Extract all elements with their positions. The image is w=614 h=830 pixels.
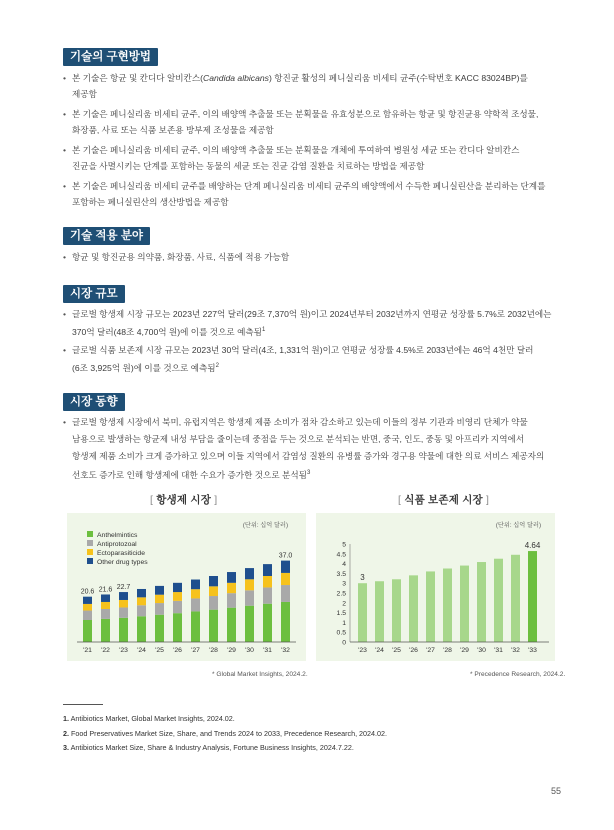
chart1-bar-10-seg-1: [263, 587, 272, 603]
chart1-bar-5-seg-0: [173, 613, 182, 642]
chart2-bar-4: [426, 571, 435, 642]
chart2-bar-5: [443, 569, 452, 643]
chart2-ytick-10: 5: [342, 541, 346, 549]
chart2-data-label-0: 3: [360, 573, 365, 583]
chart1-bar-10-seg-2: [263, 576, 272, 587]
section-title-market-size: 시장 규모: [63, 285, 125, 303]
chart2-bar-0: [358, 583, 367, 642]
chart1-xtick-4: '25: [155, 647, 164, 654]
chart2-ytick-8: 4: [342, 561, 346, 569]
chart1-bar-7-seg-1: [209, 596, 218, 610]
chart2-bar-8: [494, 559, 503, 642]
chart2-svg: [316, 513, 555, 661]
chart1-bar-0-seg-1: [83, 611, 92, 620]
chart1-bar-11-seg-1: [281, 585, 290, 602]
chart1-xtick-5: '26: [173, 647, 182, 654]
chart1-bar-1-seg-1: [101, 609, 110, 619]
chart2-ytick-9: 4.5: [336, 551, 346, 559]
chart1-bar-8-seg-0: [227, 608, 236, 642]
bullet-implementation-2: • 본 기술은 페니실리움 비세티 균주, 이의 배양액 추출물 또는 분획물을 유효성분으로 함유하는 항균 및 항진균용 약학적 조성물, 화장품, 사료 또는 식품 보존용 방부제 조성물을 제공함: [63, 106, 571, 138]
chart2-ytick-1: 0.5: [336, 629, 346, 637]
chart1-xtick-8: '29: [227, 647, 236, 654]
chart2-bar-1: [375, 581, 384, 642]
chart2-xtick-8: '31: [494, 647, 503, 654]
chart1-bar-6-seg-2: [191, 589, 200, 598]
footnote-divider: [63, 704, 103, 705]
chart1-legend-swatch-0: [87, 531, 93, 537]
chart2-xtick-5: '28: [443, 647, 452, 654]
chart1-bar-8-seg-1: [227, 593, 236, 608]
chart1-xtick-2: '23: [119, 647, 128, 654]
chart1-panel: [67, 513, 306, 661]
chart1-unit: (단위: 십억 달러): [242, 522, 288, 529]
chart2-ytick-5: 2.5: [336, 590, 346, 598]
chart2-unit: (단위: 십억 달러): [495, 522, 541, 529]
chart1-xtick-1: '22: [101, 647, 110, 654]
footnote-2: 2. Food Preservatives Market Size, Share, and Trends 2024 to 2033, Precedence Research, 2024.02.: [63, 729, 388, 738]
chart2-xtick-10: '33: [528, 647, 537, 654]
chart2-bar-2: [392, 579, 401, 642]
chart1-legend-label-1: Antiprotozoal: [97, 541, 137, 548]
chart2-bar-6: [460, 566, 469, 642]
chart1-legend-label-0: Anthelmintics: [97, 532, 138, 539]
bullet-application-1: • 항균 및 항진균용 의약품, 화장품, 사료, 식품에 적용 가능함: [63, 249, 571, 265]
chart2-xtick-3: '26: [409, 647, 418, 654]
chart1-bar-9-seg-1: [245, 590, 254, 605]
chart1-bar-0-seg-3: [83, 597, 92, 604]
chart2-title: [ 식품 보존제 시장 ]: [398, 494, 490, 506]
chart1-bar-5-seg-1: [173, 601, 182, 613]
chart2-ytick-6: 3: [342, 580, 346, 588]
chart1-bar-1-seg-2: [101, 602, 110, 609]
chart1-legend-label-2: Ectoparasiticide: [97, 550, 145, 557]
bullet-market-size-1: • 글로벌 항생제 시장 규모는 2023년 227억 달러(29조 7,370억 원)이고 2024년부터 2032년까지 연평균 성장률 5.7%로 2032년에는 370억 달러(48조 4,700억 원)에 이를 것으로 예측됨$^1$: [63, 306, 571, 340]
bullet-implementation-1: • 본 기술은 항균 및 칸디다 알비칸스(Candida albicans) 항진균 활성의 페니실리움 비세티 균주(수탁번호 KACC 83024BP)를 제공함: [63, 70, 571, 102]
footnote-1: 1. Antibiotics Market, Global Market Insights, 2024.02.: [63, 714, 235, 723]
chart1-data-label-0: 20.6: [80, 588, 95, 596]
chart2-ytick-7: 3.5: [336, 570, 346, 578]
chart1-bar-9-seg-3: [245, 568, 254, 579]
section-title-application: 기술 적용 분야: [63, 227, 150, 245]
chart1-bar-4-seg-1: [155, 603, 164, 615]
section-title-implementation: 기술의 구현방법: [63, 48, 158, 66]
chart1-legend-swatch-2: [87, 549, 93, 555]
page-number: 55: [551, 786, 562, 796]
chart1-bar-7-seg-3: [209, 576, 218, 586]
chart2-source: * Precedence Research, 2024.2.: [470, 671, 566, 678]
chart1-bar-11-seg-3: [281, 561, 290, 573]
chart1-xtick-10: '31: [263, 647, 272, 654]
chart1-bar-5-seg-3: [173, 583, 182, 592]
chart1-bar-3-seg-1: [137, 605, 146, 616]
chart1-svg: [67, 513, 306, 661]
bullet-market-size-2: • 글로벌 식품 보존제 시장 규모는 2023년 30억 달러(4조, 1,331억 원)이고 연평균 성장률 4.5%로 2033년에는 46억 4천만 달러 (6조 3,925억 원)에 이를 것으로 예측됨$^2$: [63, 342, 571, 376]
chart2-ytick-3: 1.5: [336, 610, 346, 618]
chart1-bar-5-seg-2: [173, 592, 182, 601]
chart1-bar-4-seg-3: [155, 586, 164, 595]
chart1-data-label-11: 37.0: [278, 552, 293, 560]
chart1-bar-4-seg-0: [155, 615, 164, 642]
chart1-bar-7-seg-0: [209, 610, 218, 642]
chart1-bar-0-seg-2: [83, 604, 92, 611]
chart2-xtick-9: '32: [511, 647, 520, 654]
chart1-bar-2-seg-0: [119, 618, 128, 642]
chart1-bar-11-seg-0: [281, 602, 290, 642]
chart1-bar-8-seg-2: [227, 583, 236, 593]
chart2-xtick-0: '23: [358, 647, 367, 654]
chart2-xtick-1: '24: [375, 647, 384, 654]
chart1-title: [ 항생제 시장 ]: [150, 494, 218, 506]
chart2-panel: [316, 513, 555, 661]
chart1-bar-11-seg-2: [281, 573, 290, 585]
bullet-implementation-4: • 본 기술은 페니실리움 비세티 균주를 배양하는 단계 페니실리움 비세티 균주의 배양액에서 수득한 페니실린산을 분리하는 단계를 포함하는 페니실린산의 생산방법을 제공함: [63, 178, 571, 210]
chart2-xtick-7: '30: [477, 647, 486, 654]
chart2-ytick-2: 1: [342, 619, 346, 627]
chart1-bar-2-seg-3: [119, 592, 128, 600]
chart1-bar-3-seg-0: [137, 616, 146, 642]
chart1-data-label-1: 21.6: [98, 586, 113, 594]
chart1-bar-6-seg-0: [191, 611, 200, 642]
chart1-bar-9-seg-2: [245, 579, 254, 590]
section-title-market-trend: 시장 동향: [63, 393, 125, 411]
chart1-legend-swatch-1: [87, 540, 93, 546]
chart2-data-label-10: 4.64: [524, 541, 541, 551]
chart2-bar-3: [409, 575, 418, 642]
chart2-ytick-4: 2: [342, 600, 346, 608]
chart2-bar-9: [511, 555, 520, 642]
bullet-implementation-3: • 본 기술은 페니실리움 비세티 균주, 이의 배양액 추출물 또는 분획물을 개체에 투여하여 병원성 세균 또는 칸디다 알비칸스 진균을 사멸시키는 단계를 포함하는 동물의 세균 또는 진균 감염 질환을 치료하는 방법을 제공함: [63, 142, 571, 174]
chart1-bar-2-seg-2: [119, 600, 128, 607]
chart1-xtick-0: '21: [83, 647, 92, 654]
chart1-bar-1-seg-3: [101, 594, 110, 601]
chart1-data-label-2: 22.7: [116, 584, 131, 592]
footnote-3: 3. Antibiotics Market Size, Share & Industry Analysis, Fortune Business Insights, 2024.7.22.: [63, 743, 354, 752]
chart1-bar-3-seg-2: [137, 597, 146, 605]
bullet-market-trend-1: • 글로벌 항생제 시장에서 북미, 유럽지역은 항생제 제품 소비가 점차 감소하고 있는데 이들의 정부 기관과 비영리 단체가 약물 남용으로 발생하는 항균제 내성 부담을 줄이는데 중점을 두는 것으로 분석되는 반면, 중국, 인도, 중동 및 아프리카 지역에서 항생제 제품 소비가 크게 증가하고 있으며 이들 지역에서 감염성 질환의 유병률 증가와 경구용 약물에 대한 의료 서비스 제공자의 선호도 증가로 인해 항생제에 대한 수요가 증가한 것으로 분석됨$^3$: [63, 414, 571, 484]
chart1-bar-4-seg-2: [155, 595, 164, 603]
chart2-bar-10: [528, 551, 537, 642]
chart2-bar-7: [477, 562, 486, 642]
chart1-bar-8-seg-3: [227, 572, 236, 583]
chart1-bar-1-seg-0: [101, 619, 110, 642]
chart2-xtick-6: '29: [460, 647, 469, 654]
chart1-bar-10-seg-0: [263, 604, 272, 642]
chart1-xtick-7: '28: [209, 647, 218, 654]
chart1-xtick-9: '30: [245, 647, 254, 654]
chart1-bar-2-seg-1: [119, 607, 128, 617]
chart1-xtick-6: '27: [191, 647, 200, 654]
chart2-ytick-0: 0: [342, 639, 346, 647]
chart1-bar-6-seg-3: [191, 580, 200, 590]
chart1-bar-3-seg-3: [137, 589, 146, 597]
chart2-xtick-2: '25: [392, 647, 401, 654]
chart1-bar-7-seg-2: [209, 586, 218, 596]
chart1-legend-label-3: Other drug types: [97, 559, 148, 566]
chart1-bar-0-seg-0: [83, 620, 92, 642]
chart1-xtick-11: '32: [281, 647, 290, 654]
chart1-legend-swatch-3: [87, 558, 93, 564]
chart1-bar-10-seg-3: [263, 564, 272, 576]
chart1-source: * Global Market Insights, 2024.2.: [212, 671, 308, 678]
chart2-xtick-4: '27: [426, 647, 435, 654]
chart1-bar-9-seg-0: [245, 606, 254, 642]
chart1-xtick-3: '24: [137, 647, 146, 654]
chart1-bar-6-seg-1: [191, 598, 200, 611]
